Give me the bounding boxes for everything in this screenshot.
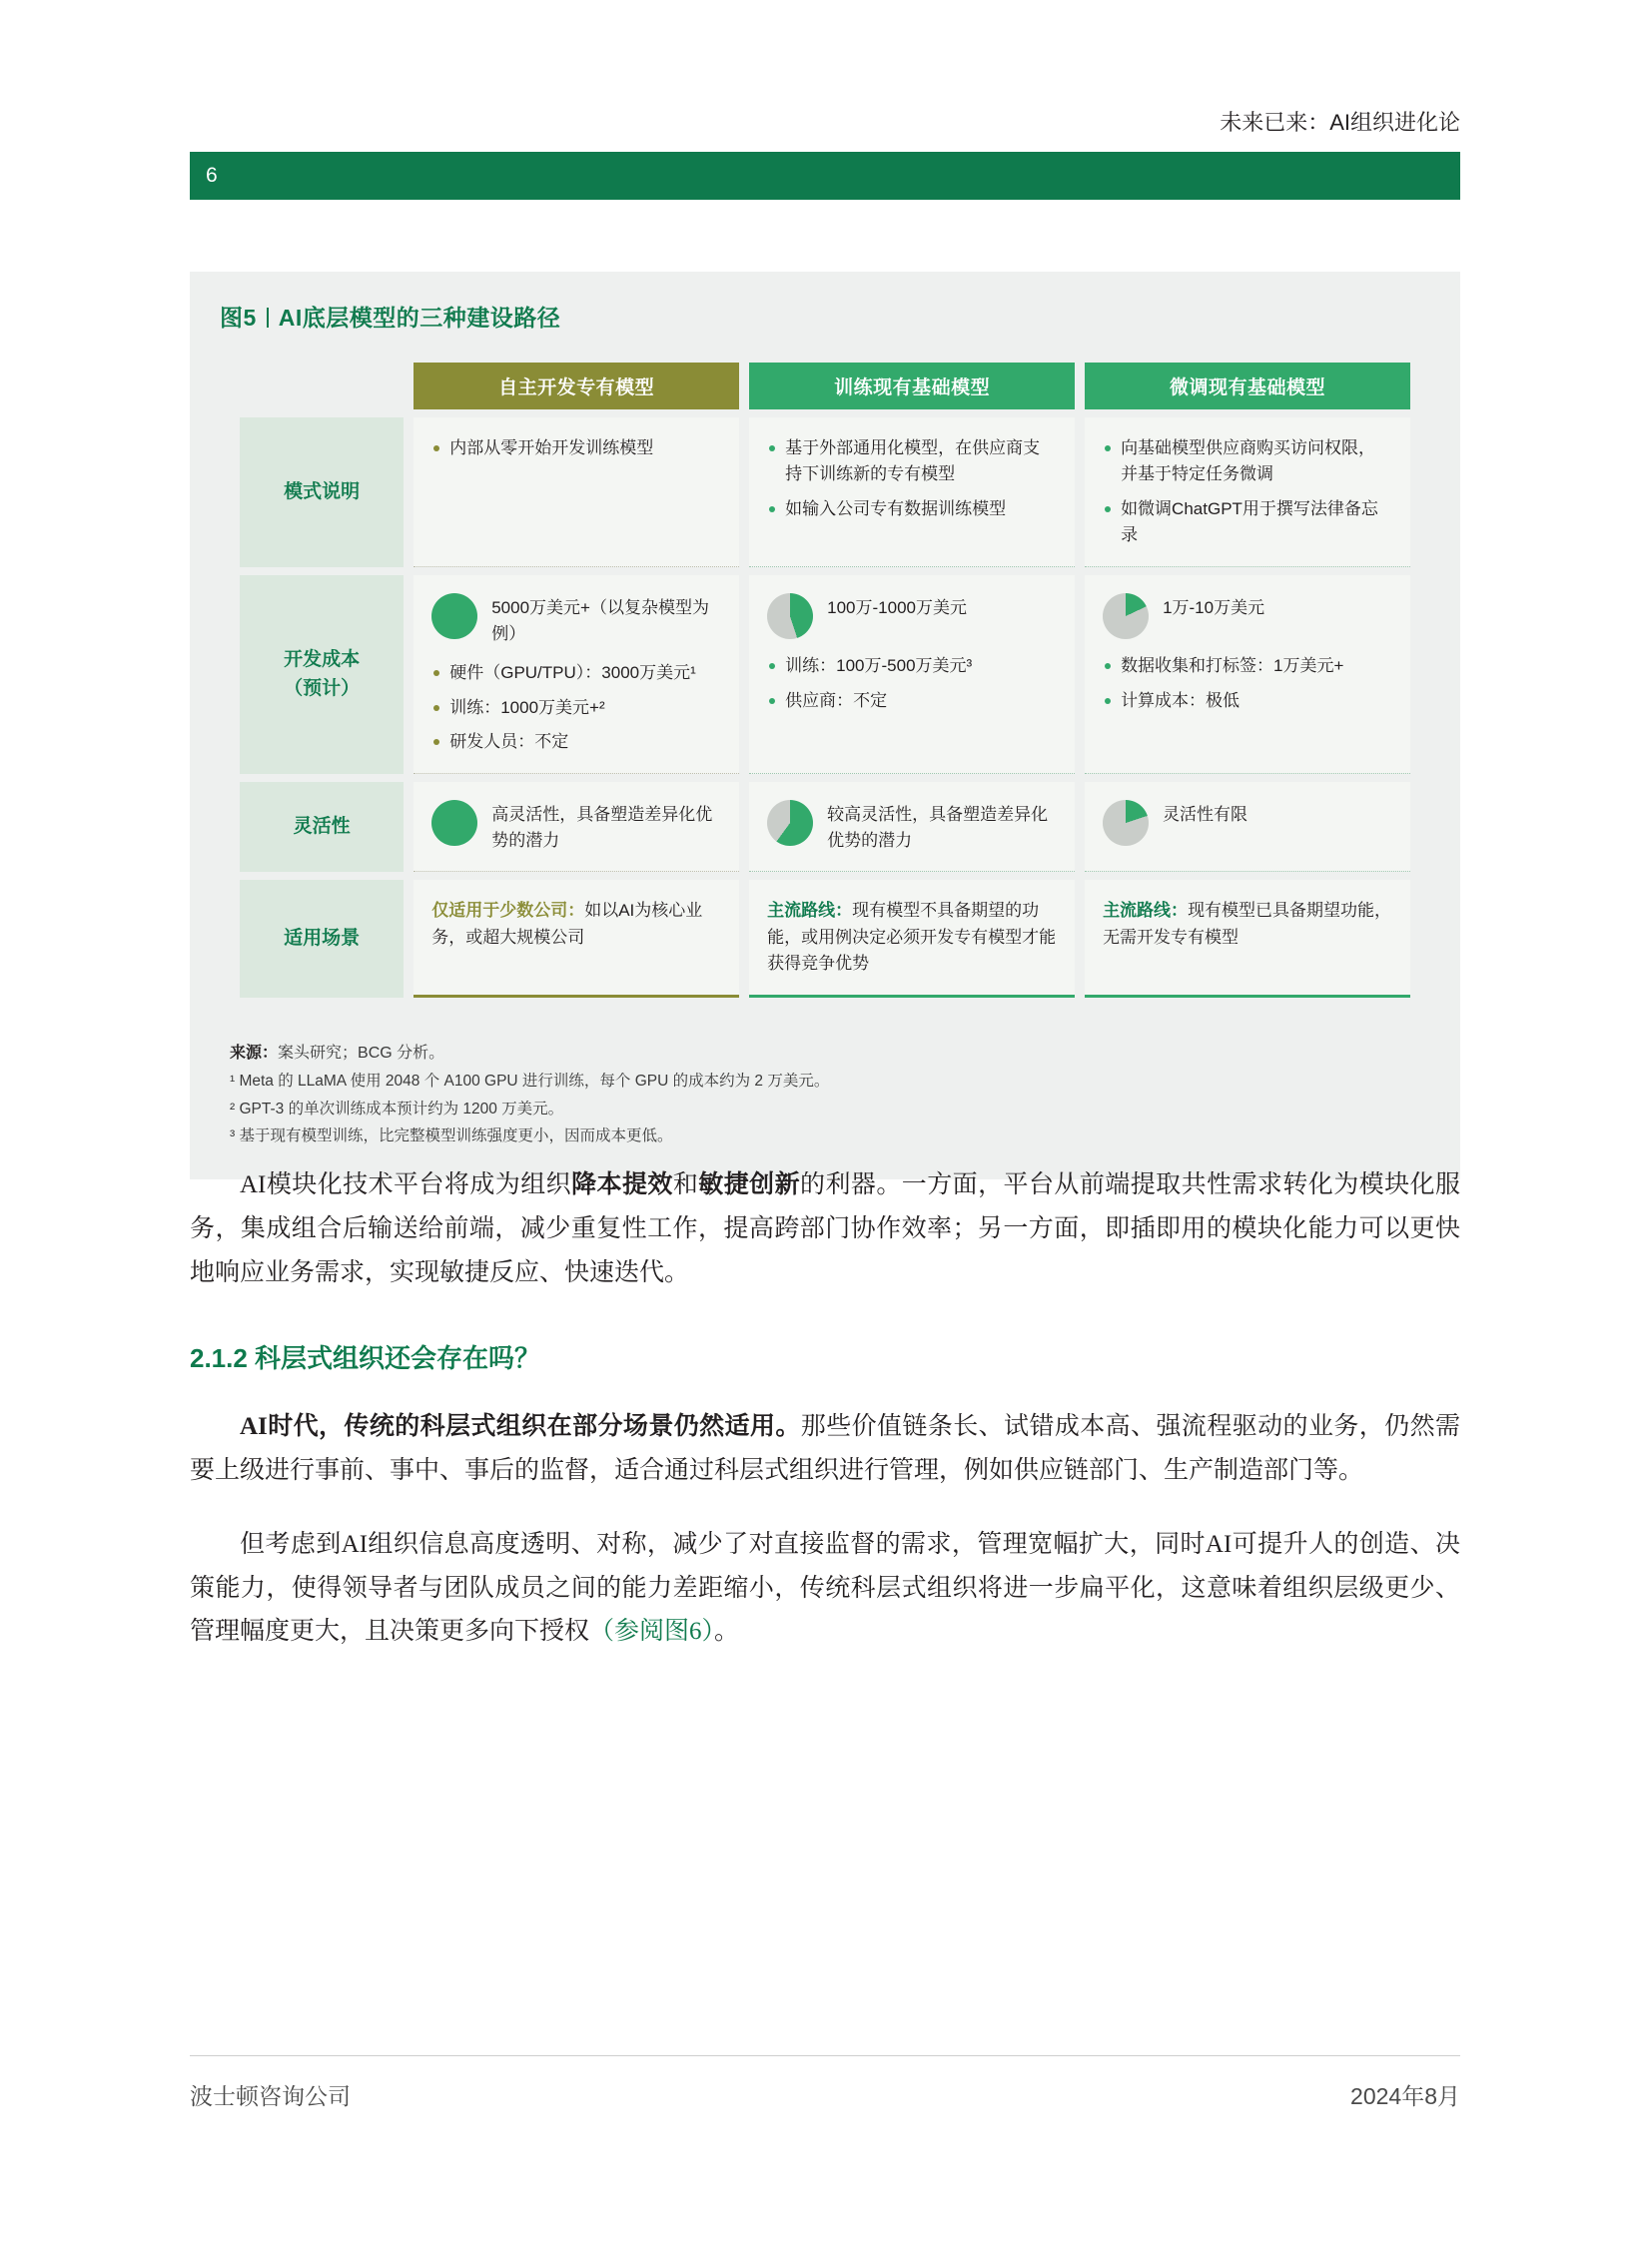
para1-part-c: 和 [672, 1171, 699, 1198]
bullet: 如微调ChatGPT用于撰写法律备忘录 [1103, 496, 1392, 549]
page-number: 6 [190, 152, 248, 200]
para2-bold: AI时代，传统的科层式组织在部分场景仍然适用。 [240, 1413, 801, 1441]
exhibit-figure-5 [190, 272, 1460, 1179]
bullet: 训练：1000万美元+² [431, 695, 721, 721]
donut-chart-partial [767, 593, 813, 639]
matrix-row [240, 417, 1410, 567]
donut-label: 较高灵活性，具备塑造差异化优势的潜力 [827, 805, 1049, 850]
row-label-cost [240, 575, 404, 774]
footnote-3: ³ 基于现有模型训练，比完整模型训练强度更小，因而成本更低。 [230, 1126, 673, 1144]
bullet: 计算成本：极低 [1103, 688, 1392, 714]
row-label-line2: （预计） [284, 677, 361, 699]
cell-mode-1 [413, 417, 739, 567]
cell-mode-2 [749, 417, 1075, 567]
footer-divider [190, 2055, 1460, 2056]
donut-label: 1万-10万美元 [1163, 598, 1265, 618]
matrix-row [240, 880, 1410, 998]
donut-label: 灵活性有限 [1163, 805, 1248, 825]
bullet: 硬件（GPU/TPU）：3000万美元¹ [431, 660, 721, 686]
source-label: 来源： [230, 1045, 279, 1063]
para1-part-a: AI模块化技术平台将成为组织 [240, 1171, 572, 1198]
row-label-line1: 开发成本 [284, 649, 361, 671]
row-label-flexibility: 灵活性 [240, 782, 404, 872]
cell-flex-3 [1085, 782, 1410, 872]
donut-chart-partial [1103, 800, 1149, 846]
cell-cost-1 [413, 575, 739, 774]
para1-part-d: 的利器。一方面，平台从前端提取共性需求转化为模块化服务，集成组合后输送给前端，减少重复性工作，提高跨部门协作效率；另一方面，即插即用的模块化能力可以更快地响应业务需求，实现敏捷反应、快速迭代。 [190, 1171, 1460, 1286]
page-header [190, 110, 1460, 200]
paragraph-1 [190, 1163, 1460, 1294]
cell-usecase-3 [1085, 880, 1410, 998]
exhibit-source [190, 1006, 1460, 1178]
source-line [230, 1040, 1420, 1068]
page-footer [190, 2055, 1460, 2111]
usecase-tag: 主流路线： [767, 901, 853, 921]
bullet: 内部从零开始开发训练模型 [431, 435, 721, 461]
footer-date: 2024年8月 [1350, 2083, 1460, 2109]
usecase-text: 现有模型已具备期望功能，无需开发专有模型 [1103, 901, 1392, 947]
bullet: 向基础模型供应商购买访问权限，并基于特定任务微调 [1103, 435, 1392, 488]
cell-usecase-1 [413, 880, 739, 998]
section-subheading: 2.1.2 科层式组织还会存在吗？ [190, 1343, 541, 1374]
exhibit-label: 图5 [220, 305, 257, 331]
source-text: 案头研究；BCG 分析。 [278, 1045, 445, 1063]
body-content [190, 1163, 1460, 1684]
column-header-3: 微调现有基础模型 [1085, 363, 1410, 409]
matrix-row [240, 782, 1410, 872]
para3-end: 。 [714, 1618, 740, 1646]
matrix-corner [240, 363, 404, 409]
document-title: 未来已来：AI组织进化论 [1220, 110, 1460, 135]
header-bar [248, 110, 1460, 200]
footnote-1: ¹ Meta 的 LLaMA 使用 2048 个 A100 GPU 进行训练，每个 GPU 的成本约为 2 万美元。 [230, 1073, 830, 1091]
usecase-text: 现有模型不具备期望的功能，或用例决定必须开发专有模型才能获得竞争优势 [767, 901, 1057, 974]
exhibit-title-text: AI底层模型的三种建设路径 [278, 305, 561, 331]
para2-rest: 那些价值链条长、试错成本高、强流程驱动的业务，仍然需要上级进行事前、事中、事后的监督，适合通过科层式组织进行管理，例如供应链部门、生产制造部门等。 [190, 1413, 1460, 1484]
column-header-2: 训练现有基础模型 [749, 363, 1075, 409]
para1-bold-2: 敏捷创新 [698, 1171, 801, 1198]
bullet: 供应商：不定 [767, 688, 1057, 714]
donut-label: 100万-1000万美元 [827, 598, 967, 618]
para3-part-a: 但考虑到AI组织信息高度透明、对称，减少了对直接监督的需求，管理宽幅扩大，同时AI可提升人的创造、决策能力，使得领导者与团队成员之间的能力差距缩小，传统科层式组织将进一步扁平化，这意味着组织层级更少、管理幅度更大，且决策更多向下授权 [190, 1530, 1460, 1646]
paragraph-3 [190, 1523, 1460, 1654]
usecase-tag: 仅适用于少数公司： [431, 901, 585, 921]
matrix-row [240, 575, 1410, 774]
bullet: 如输入公司专有数据训练模型 [767, 496, 1057, 522]
exhibit-title [190, 300, 1460, 355]
matrix-header-row [240, 363, 1410, 409]
cell-flex-2 [749, 782, 1075, 872]
footnote-2: ² GPT-3 的单次训练成本预计约为 1200 万美元。 [230, 1100, 564, 1118]
figure-reference-link[interactable]: （参阅图6） [589, 1618, 715, 1646]
usecase-tag: 主流路线： [1103, 901, 1189, 921]
usecase-text: 如以AI为核心业务，或超大规模公司 [431, 901, 703, 947]
matrix-table [230, 355, 1420, 1006]
column-header-1: 自主开发专有模型 [413, 363, 739, 409]
footer-row [190, 2078, 1460, 2111]
donut-chart-partial [1103, 593, 1149, 639]
bullet: 研发人员：不定 [431, 729, 721, 755]
footer-company: 波士顿咨询公司 [190, 2083, 351, 2109]
para1-bold-1: 降本提效 [571, 1171, 673, 1198]
donut-chart-full [431, 593, 477, 639]
donut-chart-full [431, 800, 477, 846]
bullet: 训练：100万-500万美元³ [767, 653, 1057, 679]
cell-flex-1 [413, 782, 739, 872]
cell-mode-3 [1085, 417, 1410, 567]
cell-cost-3 [1085, 575, 1410, 774]
donut-label: 高灵活性，具备塑造差异化优势的潜力 [491, 805, 713, 850]
cell-usecase-2 [749, 880, 1075, 998]
bullet: 基于外部通用化模型，在供应商支持下训练新的专有模型 [767, 435, 1057, 488]
donut-label: 5000万美元+（以复杂模型为例） [491, 598, 709, 643]
exhibit-matrix [190, 355, 1460, 1006]
cell-cost-2 [749, 575, 1075, 774]
paragraph-2 [190, 1405, 1460, 1493]
bullet: 数据收集和打标签：1万美元+ [1103, 653, 1392, 679]
row-label-usecase: 适用场景 [240, 880, 404, 998]
row-label-mode: 模式说明 [240, 417, 404, 567]
title-divider [267, 308, 269, 328]
donut-chart-partial [767, 800, 813, 846]
